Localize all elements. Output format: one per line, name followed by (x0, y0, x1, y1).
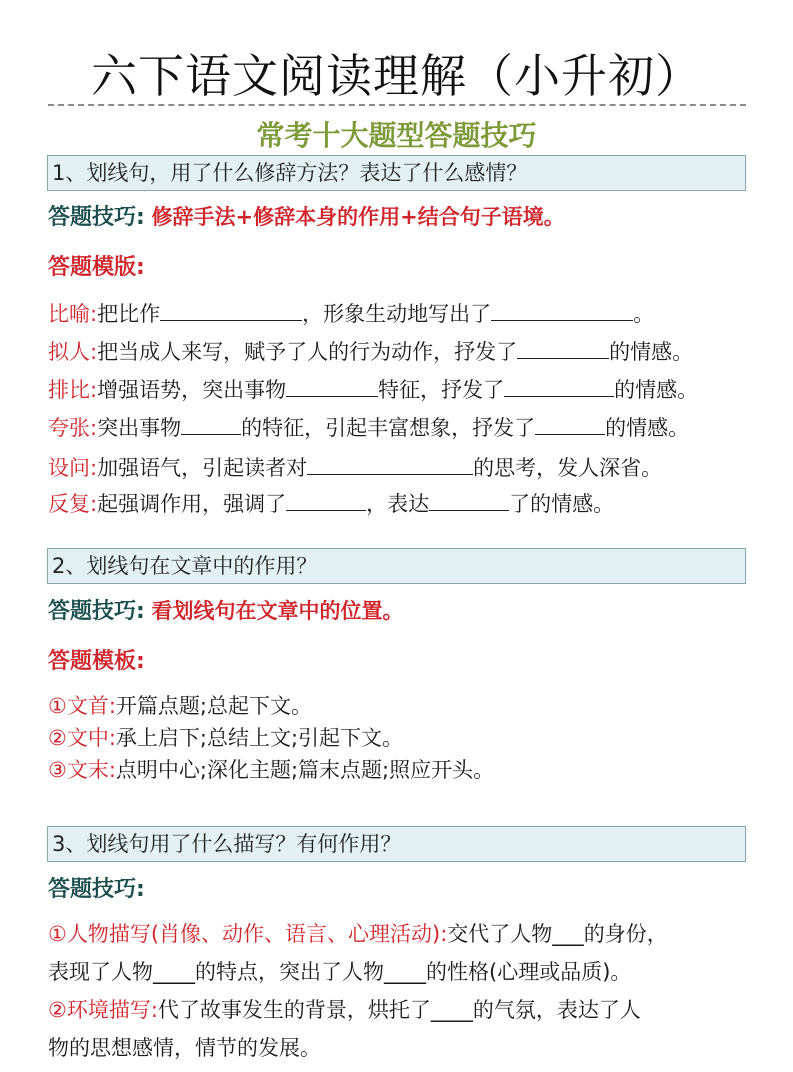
row-label: ②环境描写: (48, 998, 158, 1022)
dashed-divider (48, 104, 746, 106)
row-label: 反复: (48, 492, 98, 516)
template-label-1: 答题模版: (48, 255, 145, 280)
rhetoric-row-repetition (48, 488, 614, 518)
row-label: ①人物描写(肖像、动作、语言、心理活动): (48, 922, 448, 946)
row-text: ，形象生动地写出了 (302, 302, 492, 326)
fill-blank (429, 509, 509, 511)
tip-line-1 (48, 200, 565, 231)
row-label: 拟人: (48, 340, 98, 364)
fill-blank (504, 395, 614, 397)
tip-line-3 (48, 872, 145, 903)
row-label: 夸张: (48, 416, 98, 440)
fill-blank (491, 319, 633, 321)
row-label: ③文末: (48, 758, 116, 782)
row-text: 加强语气，引起读者对 (97, 456, 308, 480)
rhetoric-row-rhetorical-question (48, 452, 662, 482)
tip-text: 修辞手法+修辞本身的作用+结合句子语境。 (151, 205, 565, 229)
fill-blank (286, 509, 366, 511)
description-row-environment (48, 994, 641, 1024)
position-row-start (48, 690, 312, 720)
fill-blank (307, 473, 473, 475)
page-title: 六下语文阅读理解（小升初） (91, 49, 702, 103)
rhetoric-row-parallelism (48, 374, 698, 404)
row-label: 比喻: (48, 302, 98, 326)
question-box-1: 1、划线句，用了什么修辞方法？表达了什么感情？ (47, 155, 746, 191)
description-row-environment-cont (48, 1032, 321, 1062)
row-text: 的情感。 (614, 378, 699, 402)
row-text: 的情感。 (609, 340, 694, 364)
tip-label: 答题技巧: (48, 599, 145, 624)
row-text: 开篇点题;总起下文。 (115, 694, 312, 718)
row-text: 把当成人来写，赋予了人的行为动作，抒发了 (97, 340, 518, 364)
tip-label: 答题技巧: (48, 877, 145, 902)
tip-line-2 (48, 594, 404, 625)
row-label: 设问: (48, 456, 98, 480)
template-label-2: 答题模板: (48, 649, 145, 674)
fill-blank (160, 319, 302, 321)
row-text: 点明中心;深化主题;篇末点题;照应开头。 (115, 758, 495, 782)
rhetoric-row-metaphor (48, 298, 654, 328)
fill-blank (286, 395, 378, 397)
tip-label: 答题技巧: (48, 205, 145, 230)
row-text: 的情感。 (605, 416, 690, 440)
position-row-middle (48, 722, 403, 752)
description-row-character (48, 918, 668, 948)
row-text: 的思考，发人深省。 (473, 456, 663, 480)
fill-blank (535, 433, 605, 435)
row-text: 交代了人物___的身份， (447, 922, 668, 946)
question-box-2: 2、划线句在文章中的作用？ (47, 548, 746, 584)
row-text: 特征，抒发了 (378, 378, 505, 402)
row-text: 起强调作用，强调了 (97, 492, 287, 516)
row-text: 承上启下;总结上文;引起下文。 (115, 726, 404, 750)
row-text: ，表达 (366, 492, 430, 516)
row-label: ①文首: (48, 694, 116, 718)
row-label: 排比: (48, 378, 98, 402)
row-text: 把比作 (97, 302, 161, 326)
row-text: 表现了人物____的特点，突出了人物____的性格(心理或品质)。 (48, 960, 632, 984)
fill-blank (517, 357, 609, 359)
rhetoric-row-personification (48, 336, 693, 366)
row-text: 代了故事发生的背景，烘托了____的气氛，表达了人 (157, 998, 641, 1022)
rhetoric-row-hyperbole (48, 412, 689, 442)
page-subtitle: 常考十大题型答题技巧 (256, 119, 537, 152)
fill-blank (181, 433, 241, 435)
tip-text: 看划线句在文章中的位置。 (151, 599, 404, 623)
row-text: 。 (633, 302, 655, 326)
row-text: 物的思想感情，情节的发展。 (48, 1036, 321, 1060)
question-box-3: 3、划线句用了什么描写？有何作用？ (47, 826, 746, 862)
row-label: ②文中: (48, 726, 116, 750)
description-row-character-cont (48, 956, 631, 986)
position-row-end (48, 754, 494, 784)
row-text: 的特征，引起丰富想象，抒发了 (241, 416, 536, 440)
row-text: 增强语势，突出事物 (97, 378, 287, 402)
row-text: 了的情感。 (509, 492, 615, 516)
row-text: 突出事物 (97, 416, 182, 440)
